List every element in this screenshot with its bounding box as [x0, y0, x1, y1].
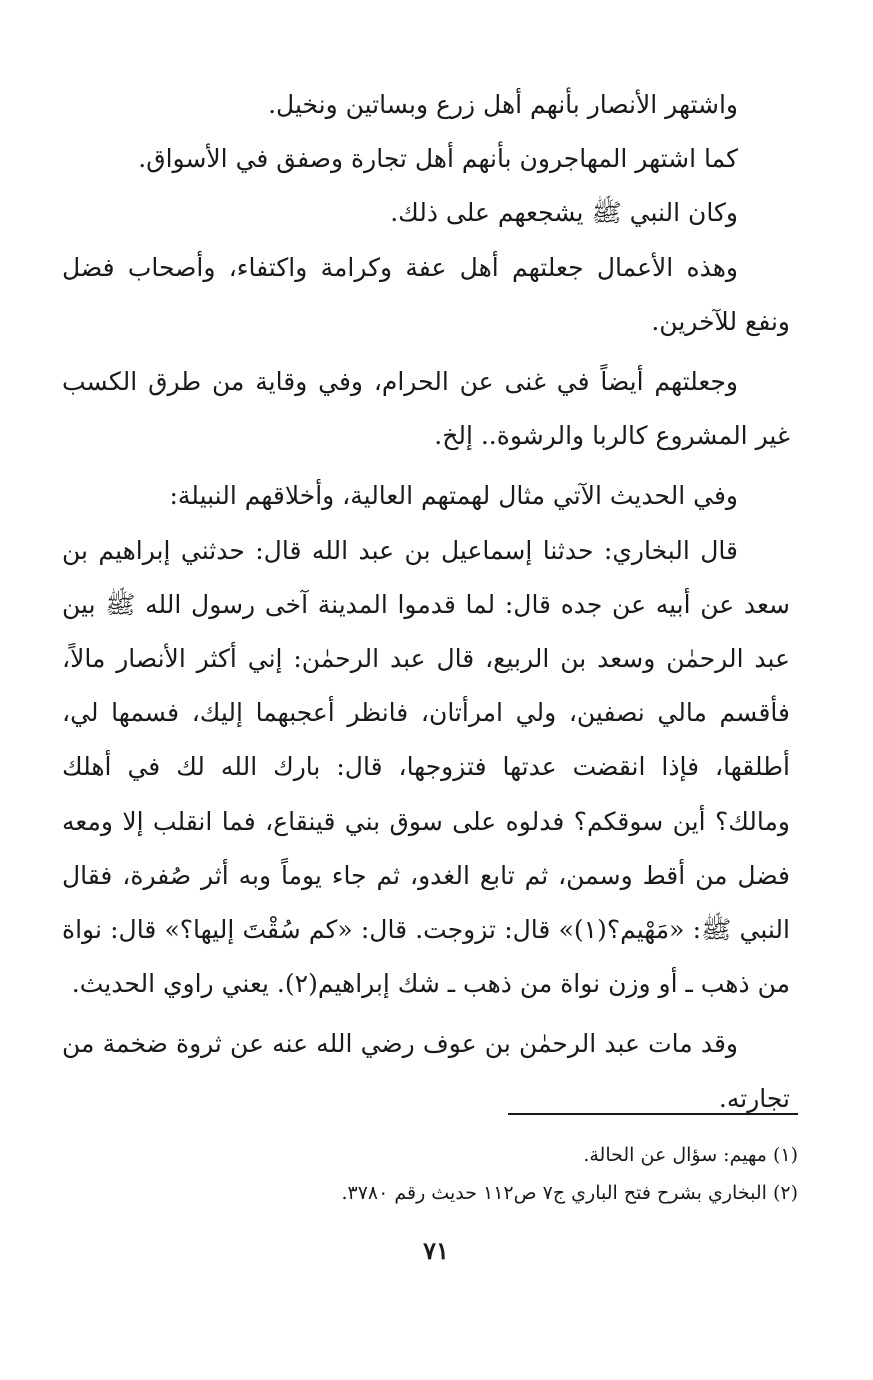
footnote-2: (٢) البخاري بشرح فتح الباري ج٧ ص١١٢ حديث رقم ٣٧٨٠.: [341, 1182, 798, 1204]
paragraph-hadith-bukhari: قال البخاري: حدثنا إسماعيل بن عبد الله قال: حدثني إبراهيم بن سعد عن أبيه عن جده قال: لما قدموا المدينة آخى رسول الله ﷺ بين عبد الرحمٰن وسعد بن الربيع، قال عبد الرحمٰن: إني أكثر الأنصار مالاً، فأقسم مالي نصفين، ولي امرأتان، فانظر أعجبهما إليك، فسمها لي، أطلقها، فإذا انقضت عدتها فتزوجها، قال: بارك الله لك في أهلك ومالك؟ أين سوقكم؟ فدلوه على سوق بني قينقاع، فما انقلب إلا ومعه فضل من أقط وسمن، ثم تابع الغدو، ثم جاء يوماً وبه أثر صُفرة، فقال النبي ﷺ: «مَهْيم؟(١)» قال: تزوجت. قال: «كم سُقْتَ إليها؟» قال: نواة من ذهب ـ أو وزن نواة من ذهب ـ شك إبراهيم(٢). يعني راوي الحديث.: [62, 535, 790, 999]
footnote-separator: [508, 1113, 798, 1115]
paragraph-ansar: واشتهر الأنصار بأنهم أهل زرع وبساتين ونخيل.: [268, 90, 738, 119]
paragraph-protection-haram: وجعلتهم أيضاً في غنى عن الحرام، وفي وقاية من طرق الكسب غير المشروع كالربا والرشوة.. إلخ.: [62, 367, 790, 451]
paragraph-prophet-encouraged: وكان النبي ﷺ يشجعهم على ذلك.: [390, 198, 738, 228]
paragraph-hadith-intro: وفي الحديث الآتي مثال لهمتهم العالية، وأخلاقهم النبيلة:: [169, 481, 738, 511]
main-text: [62, 78, 790, 1126]
footnotes: [62, 1136, 798, 1212]
footnote-1: (١) مهيم: سؤال عن الحالة.: [583, 1144, 798, 1166]
paragraph-works-dignity: وهذه الأعمال جعلتهم أهل عفة وكرامة واكتفاء، وأصحاب فضل ونفع للآخرين.: [62, 252, 790, 336]
page-number: ٧١: [423, 1236, 449, 1265]
paragraph-muhajirun: كما اشتهر المهاجرون بأنهم أهل تجارة وصفق في الأسواق.: [138, 144, 738, 174]
paragraph-abdulrahman-wealth: وقد مات عبد الرحمٰن بن عوف رضي الله عنه عن ثروة ضخمة من تجارته.: [62, 1029, 790, 1113]
